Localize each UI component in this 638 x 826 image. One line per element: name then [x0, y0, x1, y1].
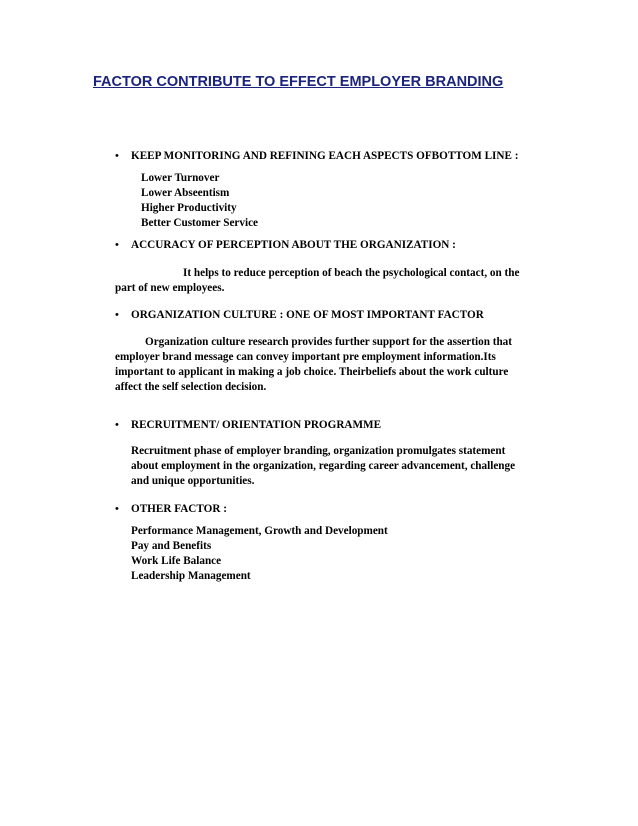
list-item: Lower Turnover	[141, 172, 220, 184]
list-item: Better Customer Service	[141, 217, 259, 229]
paragraph-line: It helps to reduce perception of beach the psychological contact, on the	[183, 267, 520, 279]
paragraph-line: and unique opportunities.	[131, 475, 255, 487]
paragraph-line: important to applicant in making a job choice. Theirbeliefs about the work culture	[115, 366, 509, 378]
bullet-icon: •	[115, 239, 119, 251]
bullet-icon: •	[115, 503, 119, 515]
paragraph-line: Recruitment phase of employer branding, organization promulgates statement	[131, 445, 506, 457]
section-heading-bottom-line: KEEP MONITORING AND REFINING EACH ASPECTS OFBOTTOM LINE :	[131, 150, 519, 162]
section-heading-culture: ORGANIZATION CULTURE : ONE OF MOST IMPORTANT FACTOR	[131, 309, 484, 321]
paragraph-line: Organization culture research provides further support for the assertion that	[145, 336, 512, 348]
section-heading-perception: ACCURACY OF PERCEPTION ABOUT THE ORGANIZATION :	[131, 239, 456, 251]
bullet-icon: •	[115, 419, 119, 431]
paragraph-line: part of new employees.	[115, 282, 225, 294]
bullet-icon: •	[115, 150, 119, 162]
list-item: Higher Productivity	[141, 202, 237, 214]
bullet-icon: •	[115, 309, 119, 321]
section-heading-recruitment: RECRUITMENT/ ORIENTATION PROGRAMME	[131, 419, 382, 431]
list-item: Leadership Management	[131, 570, 251, 582]
page-title: FACTOR CONTRIBUTE TO EFFECT EMPLOYER BRANDING	[93, 74, 504, 90]
paragraph-line: about employment in the organization, regarding career advancement, challenge	[131, 460, 516, 472]
paragraph-line: employer brand message can convey important pre employment information.Its	[115, 351, 496, 363]
list-item: Performance Management, Growth and Development	[131, 525, 388, 537]
list-item: Lower Abseentism	[141, 187, 230, 199]
list-item: Work Life Balance	[131, 555, 222, 567]
section-heading-other: OTHER FACTOR :	[131, 503, 227, 515]
paragraph-line: affect the self selection decision.	[115, 381, 267, 393]
list-item: Pay and Benefits	[131, 540, 212, 552]
